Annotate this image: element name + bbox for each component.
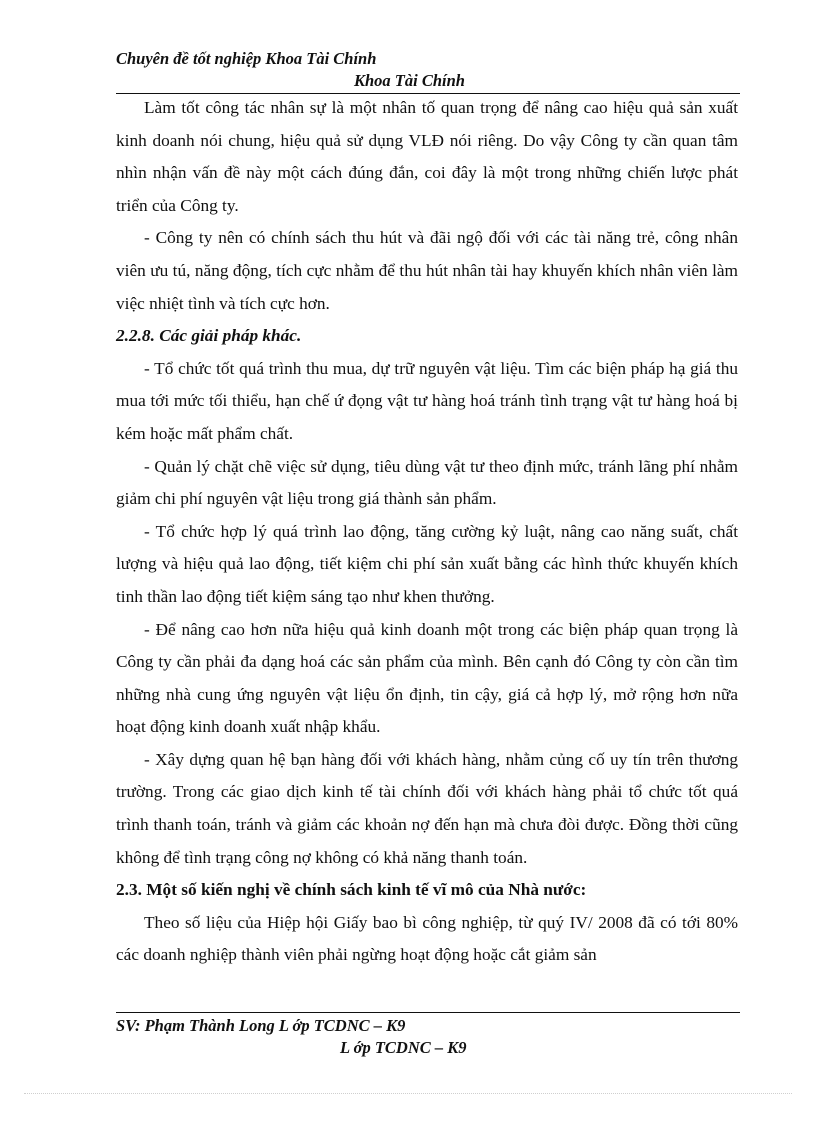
paragraph-labor-organization: - Tổ chức hợp lý quá trình lao động, tăng cường kỷ luật, nâng cao năng suất, chất lượng và hiệu quả lao động, tiết kiệm chi phí sản xuất bằng các hình thức khuyến khích tinh thần lao động tiết kiệm sáng tạo như khen thưởng. [116,521,738,606]
paragraph-material-usage: - Quản lý chặt chẽ việc sử dụng, tiêu dùng vật tư theo định mức, tránh lãng phí nhằm giảm chi phí nguyên vật liệu trong giá thành sản phẩm. [116,456,738,509]
paragraph-product-diversification: - Để nâng cao hơn nữa hiệu quả kinh doanh một trong các biện pháp quan trọng là Công ty cần phải đa dạng hoá các sản phẩm của mình. Bên cạnh đó Công ty còn cần tìm những nhà cung ứng nguyên vật liệu ổn định, tin cậy, giá cả hợp lý, mở rộng hơn nữa hoạt động kinh doanh xuất nhập khẩu. [116,619,738,737]
paragraph-talent-policy: - Công ty nên có chính sách thu hút và đãi ngộ đối với các tài năng trẻ, công nhân viên ưu tú, năng động, tích cực nhằm để thu hút nhân tài hay khuyến khích nhân viên làm việc nhiệt tình và tích cực hơn. [116,228,738,313]
footer-student: SV: Phạm Thành Long L ớp TCDNC – K9 [116,1016,406,1035]
footer-divider [116,1012,740,1013]
footer-class: L ớp TCDNC – K9 [340,1038,467,1057]
section-heading-2-2-8: 2.2.8. Các giải pháp khác. [116,326,302,346]
header-title: Chuyên đề tốt nghiệp Khoa Tài Chính [116,49,377,68]
paragraph-customer-relations: - Xây dựng quan hệ bạn hàng đối với khách hàng, nhằm củng cố uy tín trên thương trường. Trong các giao dịch kinh tế tài chính đối với khách hàng phải tổ chức tốt quá trình thanh toán, tránh và giảm các khoản nợ đến hạn mà chưa đòi được. Đồng thời cũng không để tình trạng công nợ không có khả năng thanh toán. [116,749,738,867]
section-heading-2-3: 2.3. Một số kiến nghị về chính sách kinh tế vĩ mô của Nhà nước: [116,880,587,900]
paragraph-procurement: - Tổ chức tốt quá trình thu mua, dự trữ nguyên vật liệu. Tìm các biện pháp hạ giá thu mua tới mức tối thiểu, hạn chế ứ đọng vật tư hàng hoá tránh tình trạng vật tư hàng hoá bị kém hoặc mất phẩm chất. [116,358,738,443]
paragraph-staffing: Làm tốt công tác nhân sự là một nhân tố quan trọng để nâng cao hiệu quả sản xuất kinh doanh nói chung, hiệu quả sử dụng VLĐ nói riêng. Do vậy Công ty cần quan tâm nhìn nhận vấn đề này một cách đúng đắn, coi đây là một trong những chiến lược phát triển của Công ty. [116,98,738,215]
header-subtitle: Khoa Tài Chính [354,71,465,90]
page-bottom-edge [24,1093,792,1094]
document-body [116,92,738,972]
paragraph-paper-association: Theo số liệu của Hiệp hội Giấy bao bì công nghiệp, từ quý IV/ 2008 đã có tới 80% các doanh nghiệp thành viên phải ngừng hoạt động hoặc cắt giảm sản [116,912,738,965]
